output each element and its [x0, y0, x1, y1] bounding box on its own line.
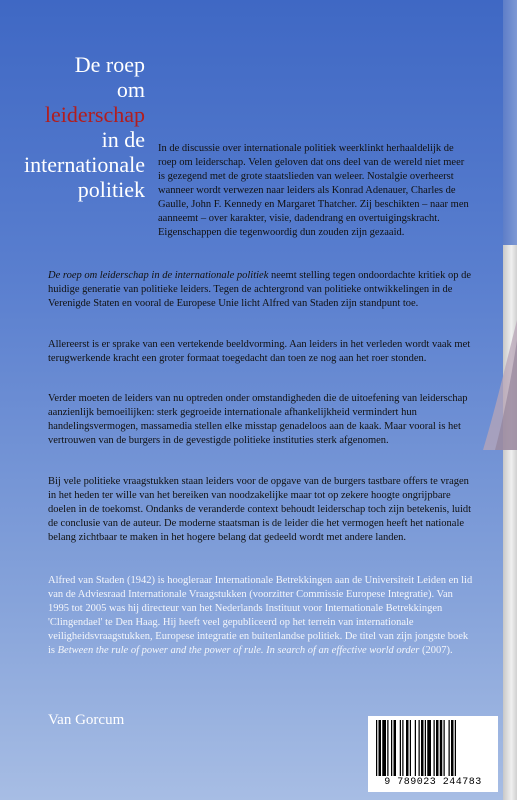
blurb-paragraph-4: Verder moeten de leiders van nu optreden onder omstandigheden die de uitoefening van leiderschap aanzienlijk bemoeilijken: sterk gegroeide internationale afhankelijkheid vermindert hun handelingsvermogen, massamedia stellen elke misstap genadeloos aan de kaak. Maar vooral is het vertrouwen van de burgers in de gevestigde politieke instituties sterk afgenomen.: [48, 393, 468, 446]
blurb-paragraph-2: [48, 269, 473, 311]
blurb-paragraph-2-text: neemt stelling tegen ondoordachte kritiek op de huidige generatie van politieke leiders. Tegen de achtergrond van politieke ontwikkelingen in de Verenigde Staten en vooral de Europese Unie licht Alfred van Staden zijn standpunt toe.: [48, 270, 472, 309]
title-line-5: internationale: [24, 152, 145, 177]
title-line-3: leiderschap: [44, 102, 145, 127]
title-line-6: politiek: [77, 177, 145, 202]
blurb-paragraph-3: Allereerst is er sprake van een vertekende beeldvorming. Aan leiders in het verleden wordt vaak met terugwerkende kracht een groter formaat toegedacht dan toen ze nog aan het roer stonden.: [48, 339, 471, 364]
book-title: [0, 52, 145, 202]
barcode-bars: [374, 720, 492, 776]
author-bio-text: Alfred van Staden (1942) is hoogleraar Internationale Betrekkingen aan de Universiteit Leiden en lid van de Adviesraad Internationale Vraagstukken (voorzitter Commissie Europese Integratie). Van 1995 tot 2005 was hij directeur van het Nederlands Instituut voor Internationale Betrekkingen 'Clingendael' te Den Haag. Hij heeft veel gepubliceerd op het terrein van internationale veiligheidsvraagstukken, Europese integratie en buitenlandse politiek. De titel van zijn jongste boek is: [48, 575, 473, 656]
latest-book-title: Between the rule of power and the power of rule. In search of an effective world order: [57, 645, 420, 656]
publisher-logo: Van Gorcum: [48, 712, 125, 728]
cover-flap: [503, 0, 517, 245]
title-line-1: De roep: [74, 52, 145, 77]
author-bio: [48, 574, 473, 658]
book-title-inline: De roep om leiderschap in de internationale politiek: [48, 270, 269, 281]
blurb-paragraph-5: Bij vele politieke vraagstukken staan leiders voor de opgave van de burgers tastbare offers te vragen in het heden ter wille van het bereiken van noodzakelijke maar tot op zekere hoogte ongrijpbare doelen in de toekomst. Ondanks de veranderde context behoudt leiderschap toch zijn betekenis, luidt de conclusie van de auteur. De moderne staatsman is de leider die het vermogen heeft het nationale belang zichtbaar te maken in het hogere belang dat gedeeld wordt met andere landen.: [48, 476, 472, 543]
title-line-2: om: [116, 77, 145, 102]
decorative-shape: [477, 300, 517, 460]
blurb-paragraph-1: In de discussie over internationale politiek weerklinkt herhaaldelijk de roep om leiderschap. Velen geloven dat ons deel van de wereld niet meer is gezegend met de grote staatslieden van weleer. Nostalgie overheerst wanneer wordt verwezen naar leiders als Konrad Adenauer, Charles de Gaulle, John F. Kennedy en Margaret Thatcher. Zij beschikten – naar men aanneemt – over karakter, visie, dadendrang en overtuigingskracht. Eigenschappen die tegenwoordig dun zouden zijn gezaaid.: [158, 143, 469, 238]
isbn-barcode: [368, 716, 498, 792]
title-line-4: in de: [101, 127, 145, 152]
isbn-digits: 9 789023 244783: [384, 777, 482, 788]
author-bio-end: (2007).: [419, 645, 453, 656]
